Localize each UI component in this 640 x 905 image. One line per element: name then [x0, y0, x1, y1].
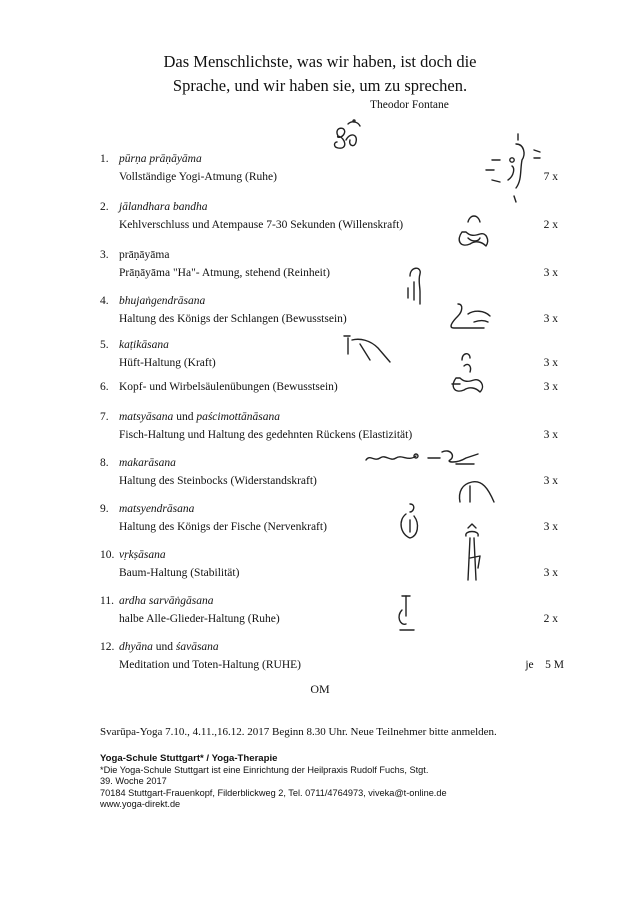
list-item	[100, 592, 570, 628]
quote	[0, 50, 640, 98]
list-item	[100, 638, 570, 674]
item-number: 11.	[100, 595, 114, 607]
item-sanskrit-name: kaṭikāsana	[119, 339, 169, 351]
item-name-connector: und	[152, 641, 176, 653]
item-description: Kopf- und Wirbelsäulenübungen (Bewusstsein)	[119, 381, 338, 393]
item-sanskrit-name	[119, 638, 219, 656]
item-number: 10.	[100, 549, 115, 561]
om-text: OM	[310, 682, 330, 696]
item-count: 3 x	[543, 567, 558, 579]
list-item	[100, 336, 570, 372]
quote-line-1: Das Menschlichste, was wir haben, ist doch die	[163, 52, 477, 71]
pose-tree-icon	[458, 522, 486, 582]
footer	[100, 753, 447, 811]
pose-seated-meditation-icon	[446, 360, 488, 396]
list-item	[100, 292, 570, 328]
item-description: Kehlverschluss und Atempause 7-30 Sekunden (Willenskraft)	[119, 219, 404, 231]
list-item	[100, 454, 570, 490]
course-dates: Svarūpa-Yoga 7.10., 4.11.,16.12. 2017 Beginn 8.30 Uhr. Neue Teilnehmer bitte anmelden.	[100, 726, 497, 738]
item-sanskrit-name: ardha sarvāṅgāsana	[119, 595, 214, 607]
item-name-connector: und	[173, 411, 197, 423]
item-sanskrit-name	[119, 408, 280, 426]
pose-seated-twist-icon	[396, 500, 426, 542]
list-item	[100, 500, 570, 536]
week-label: 39. Woche 2017	[100, 776, 167, 786]
item-sanskrit-name-b: paścimottānāsana	[196, 411, 281, 423]
item-count	[525, 656, 564, 674]
item-sanskrit-name-a: dhyāna	[119, 641, 153, 653]
item-number: 6.	[100, 381, 109, 393]
website-link: www.yoga-direkt.de	[100, 799, 181, 809]
pose-breathing-face-icon	[478, 130, 544, 204]
item-description: halbe Alle-Glieder-Haltung (Ruhe)	[119, 613, 280, 625]
school-note: *Die Yoga-Schule Stuttgart ist eine Einrichtung der Heilpraxis Rudolf Fuchs, Stgt.	[100, 764, 429, 775]
list-item	[100, 378, 570, 398]
school-name: Yoga-Schule Stuttgart* / Yoga-Therapie	[100, 753, 278, 764]
item-description: Meditation und Toten-Haltung (RUHE)	[119, 659, 301, 671]
item-sanskrit-name-b: śavāsana	[175, 641, 219, 653]
pose-hip-bend-icon	[340, 332, 396, 366]
item-description: Haltung des Königs der Schlangen (Bewusstsein)	[119, 313, 347, 325]
item-sanskrit-name: makarāsana	[119, 457, 176, 469]
list-item	[100, 546, 570, 582]
item-count-prefix: je	[525, 659, 534, 671]
list-item	[100, 198, 570, 234]
item-sanskrit-name: bhujaṅgendrāsana	[119, 295, 206, 307]
item-sanskrit-name: matsyendrāsana	[119, 503, 195, 515]
pose-cobra-icon	[444, 300, 494, 334]
pose-lying-prone-icon	[362, 448, 422, 468]
item-count: 3 x	[543, 429, 558, 441]
pose-forward-bend-icon	[452, 474, 498, 506]
item-count: 3 x	[543, 357, 558, 369]
item-count: 3 x	[543, 267, 558, 279]
item-description: Haltung des Steinbocks (Widerstandskraft)	[119, 475, 317, 487]
item-number: 1.	[100, 153, 109, 165]
list-item	[100, 408, 570, 444]
item-count: 3 x	[543, 521, 558, 533]
item-number: 5.	[100, 339, 109, 351]
item-number: 8.	[100, 457, 109, 469]
quote-author: Theodor Fontane	[370, 99, 449, 111]
item-sanskrit-name: vṛkṣāsana	[119, 549, 166, 561]
pose-shoulder-stand-icon	[394, 592, 418, 634]
item-description: Haltung des Königs der Fische (Nervenkraft)	[119, 521, 327, 533]
item-number: 3.	[100, 249, 109, 261]
item-description: Baum-Haltung (Stabilität)	[119, 567, 240, 579]
item-sanskrit-name: pūrṇa prāṇāyāma	[119, 153, 202, 165]
contact-address: 70184 Stuttgart-Frauenkopf, Filderblickweg 2, Tel. 0711/4764973, viveka@t-online.de	[100, 787, 447, 798]
item-sanskrit-name: jālandhara bandha	[119, 201, 208, 213]
item-count: 3 x	[543, 381, 558, 393]
item-sanskrit-name: prāṇāyāma	[119, 249, 170, 261]
item-sanskrit-name-a: matsyāsana	[119, 411, 174, 423]
item-number: 12.	[100, 641, 115, 653]
item-description: Vollständige Yogi-Atmung (Ruhe)	[119, 171, 277, 183]
item-count: 2 x	[543, 613, 558, 625]
list-item	[100, 246, 570, 282]
item-number: 7.	[100, 411, 109, 423]
item-count: 3 x	[543, 313, 558, 325]
quote-line-2: Sprache, und wir haben sie, um zu sprechen.	[172, 76, 468, 95]
item-description: Prāṇāyāma "Ha"- Atmung, stehend (Reinheit)	[119, 267, 330, 279]
item-number: 2.	[100, 201, 109, 213]
item-number: 9.	[100, 503, 109, 515]
item-description: Fisch-Haltung und Haltung des gedehnten Rückens (Elastizität)	[119, 429, 413, 441]
item-count-value: 5 M	[545, 659, 564, 671]
pose-lying-variation-icon	[426, 446, 480, 468]
item-count: 3 x	[543, 475, 558, 487]
item-count: 7 x	[543, 171, 558, 183]
item-number: 4.	[100, 295, 109, 307]
item-count: 2 x	[543, 219, 558, 231]
item-description: Hüft-Haltung (Kraft)	[119, 357, 216, 369]
